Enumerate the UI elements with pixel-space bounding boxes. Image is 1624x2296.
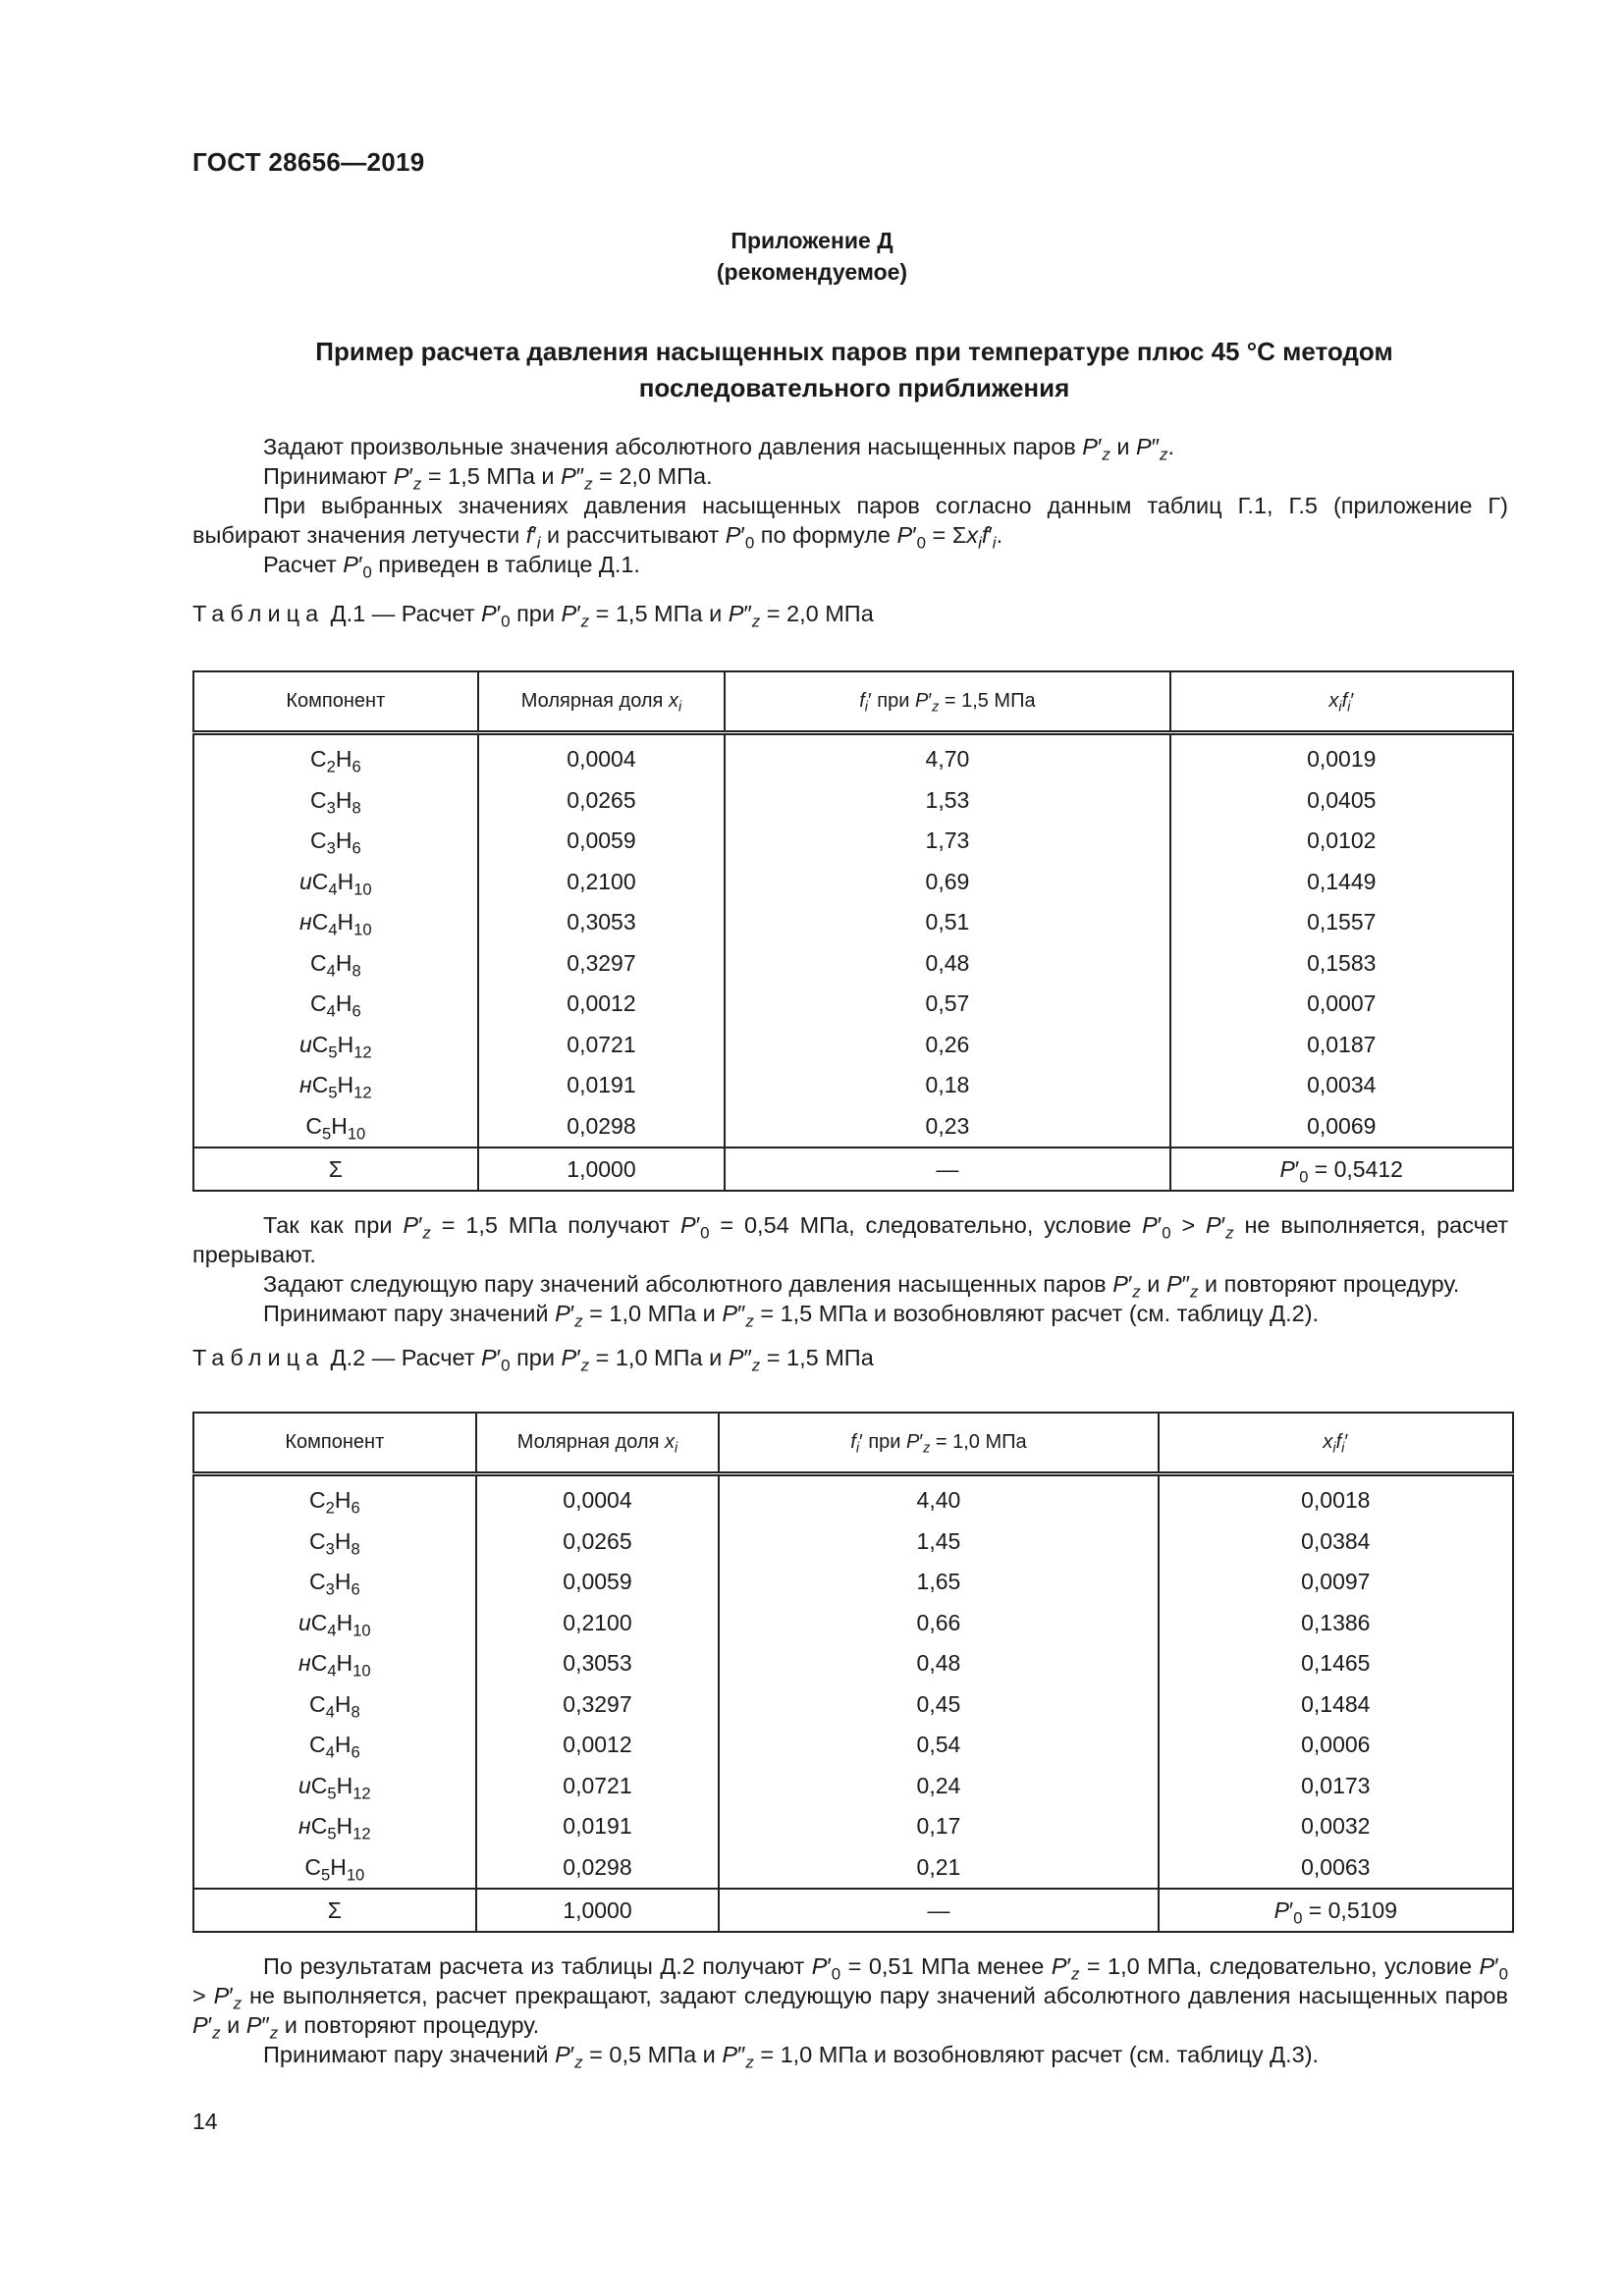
product-cell: 0,0069	[1170, 1106, 1513, 1148]
molar-fraction-cell: 0,0298	[476, 1847, 720, 1890]
table2-body	[193, 1474, 1513, 1933]
molar-fraction-cell: 0,0012	[478, 984, 726, 1025]
component-cell: $C_5H_{10}$	[193, 1106, 478, 1148]
table-row	[193, 862, 1513, 903]
fugacity-cell: 0,18	[725, 1065, 1169, 1106]
title-line-2: последовательного приближения	[638, 373, 1070, 402]
intro-paragraph-1: Задают произвольные значения абсолютного давления насыщенных паров $P'_z$ и $P''_z$.	[263, 434, 1175, 464]
table-row	[193, 1847, 1513, 1890]
total-row	[193, 1889, 1513, 1932]
table1-header-fugacity: $f_i'$ при $P'_z = 1,5$ МПа	[725, 671, 1169, 733]
product-cell: 0,0019	[1170, 733, 1513, 780]
molar-fraction-cell: 0,0004	[478, 733, 726, 780]
product-cell: 0,0173	[1159, 1766, 1513, 1807]
fugacity-cell: 0,23	[725, 1106, 1169, 1148]
total-fugacity-cell: —	[725, 1148, 1169, 1191]
table2-header-fugacity: $f_i'$ при $P'_z = 1,0$ МПа	[719, 1413, 1158, 1474]
table2-header-xf: $x_if_i'$	[1159, 1413, 1513, 1474]
sum-symbol-cell: Σ	[193, 1148, 478, 1191]
component-cell: $C_4H_6$	[193, 984, 478, 1025]
table-row	[193, 1725, 1513, 1766]
table-row	[193, 1806, 1513, 1847]
molar-fraction-cell: 0,3053	[478, 902, 726, 943]
product-cell: 0,0187	[1170, 1025, 1513, 1066]
component-cell: $иC_4H_{10}$	[193, 1603, 476, 1644]
component-cell: $нC_5H_{12}$	[193, 1806, 476, 1847]
component-cell: $нC_4H_{10}$	[193, 902, 478, 943]
component-cell: $иC_4H_{10}$	[193, 862, 478, 903]
document-standard-number: ГОСТ 28656—2019	[192, 147, 425, 177]
middle-text	[192, 1210, 1509, 1331]
component-cell: $нC_4H_{10}$	[193, 1643, 476, 1684]
fugacity-cell: 0,48	[725, 943, 1169, 985]
total-fugacity-cell: —	[719, 1889, 1158, 1932]
total-molar-fraction-cell: 1,0000	[476, 1889, 720, 1932]
product-cell: 0,0063	[1159, 1847, 1513, 1890]
appendix-label: Приложение Д	[731, 228, 893, 253]
fugacity-cell: 0,54	[719, 1725, 1158, 1766]
fugacity-cell: 0,48	[719, 1643, 1158, 1684]
molar-fraction-cell: 0,0012	[476, 1725, 720, 1766]
page-title	[216, 334, 1492, 406]
fugacity-cell: 0,24	[719, 1766, 1158, 1807]
product-cell: 0,0405	[1170, 780, 1513, 822]
table-row	[193, 1065, 1513, 1106]
component-cell: $иC_5H_{12}$	[193, 1766, 476, 1807]
product-cell: 0,1386	[1159, 1603, 1513, 1644]
molar-fraction-cell: 0,3297	[478, 943, 726, 985]
fugacity-cell: 1,53	[725, 780, 1169, 822]
fugacity-cell: 4,70	[725, 733, 1169, 780]
appendix-status: (рекомендуемое)	[716, 259, 908, 285]
product-cell: 0,0102	[1170, 821, 1513, 862]
molar-fraction-cell: 0,0059	[478, 821, 726, 862]
product-cell: 0,0384	[1159, 1522, 1513, 1563]
component-cell: $C_3H_6$	[193, 1562, 476, 1603]
intro-paragraph-3: При выбранных значениях давления насыщенных паров согласно данным таблиц Г.1, Г.5 (приложение Г) выбирают значения летучести $f'_i$ и рассчитывают $P'_0$ по формуле $P'_0 = \Sigma x_if'_i$.	[192, 493, 1508, 553]
middle-paragraph-3: Принимают пару значений $P'_z = 1,0$ МПа и $P''_z = 1,5$ МПа и возобновляют расчет (см. таблицу Д.2).	[263, 1301, 1320, 1331]
table-row	[193, 1025, 1513, 1066]
fugacity-cell: 0,26	[725, 1025, 1169, 1066]
title-line-1: Пример расчета давления насыщенных паров при температуре плюс 45 °C методом	[315, 337, 1393, 366]
fugacity-cell: 0,21	[719, 1847, 1158, 1890]
molar-fraction-cell: 0,0721	[478, 1025, 726, 1066]
molar-fraction-cell: 0,0191	[478, 1065, 726, 1106]
table-row	[193, 1766, 1513, 1807]
table1	[192, 670, 1514, 1192]
product-cell: 0,0006	[1159, 1725, 1513, 1766]
product-cell: 0,1484	[1159, 1684, 1513, 1726]
molar-fraction-cell: 0,0265	[478, 780, 726, 822]
total-product-cell: $P'_0 = 0,5109$	[1159, 1889, 1513, 1932]
product-cell: 0,1557	[1170, 902, 1513, 943]
middle-paragraph-2: Задают следующую пару значений абсолютного давления насыщенных паров $P'_z$ и $P''_z$ и повторяют процедуру.	[263, 1271, 1460, 1302]
component-cell: $нC_5H_{12}$	[193, 1065, 478, 1106]
molar-fraction-cell: 0,3053	[476, 1643, 720, 1684]
table-row	[193, 1522, 1513, 1563]
fugacity-cell: 1,45	[719, 1522, 1158, 1563]
table1-header-xf: $x_if_i'$	[1170, 671, 1513, 733]
table-row	[193, 902, 1513, 943]
table1-body	[193, 733, 1513, 1192]
table-row	[193, 1684, 1513, 1726]
table-row	[193, 1562, 1513, 1603]
molar-fraction-cell: 0,2100	[476, 1603, 720, 1644]
table2-header-component: Компонент	[193, 1413, 476, 1474]
table1-header-molar: Молярная доля $x_i$	[478, 671, 726, 733]
component-cell: $C_4H_8$	[193, 1684, 476, 1726]
total-row	[193, 1148, 1513, 1191]
component-cell: $C_4H_8$	[193, 943, 478, 985]
intro-paragraph-4: Расчет $P'_0$ приведен в таблице Д.1.	[263, 552, 640, 582]
molar-fraction-cell: 0,0721	[476, 1766, 720, 1807]
molar-fraction-cell: 0,3297	[476, 1684, 720, 1726]
product-cell: 0,1583	[1170, 943, 1513, 985]
total-molar-fraction-cell: 1,0000	[478, 1148, 726, 1191]
table-row	[193, 821, 1513, 862]
fugacity-cell: 0,69	[725, 862, 1169, 903]
molar-fraction-cell: 0,2100	[478, 862, 726, 903]
fugacity-cell: 1,73	[725, 821, 1169, 862]
fugacity-cell: 0,45	[719, 1684, 1158, 1726]
component-cell: $C_4H_6$	[193, 1725, 476, 1766]
table-row	[193, 1106, 1513, 1148]
table2	[192, 1412, 1514, 1933]
closing-paragraph-1: По результатам расчета из таблицы Д.2 получают $P'_0 = 0,51$ МПа менее $P'_z = 1,0$ МПа, следовательно, условие $P'_0 > P'_z$ не выполняется, расчет прекращают, задают следующую пару значений абсолютного давления насыщенных паров $P'_z$ и $P''_z$ и повторяют процедуру.	[192, 1953, 1508, 2043]
closing-paragraph-2: Принимают пару значений $P'_z = 0,5$ МПа и $P''_z = 1,0$ МПа и возобновляют расчет (см. таблицу Д.3).	[263, 2042, 1320, 2072]
fugacity-cell: 0,66	[719, 1603, 1158, 1644]
table-row	[193, 1643, 1513, 1684]
product-cell: 0,0034	[1170, 1065, 1513, 1106]
table2-caption: Таблица Д.2 — Расчет $P'_0$ при $P'_z = 1,0$ МПа и $P''_z = 1,5$ МПа	[192, 1345, 874, 1375]
table2-header-row	[193, 1413, 1513, 1474]
table1-header-row	[193, 671, 1513, 733]
intro-text	[192, 432, 1508, 582]
table-row	[193, 780, 1513, 822]
fugacity-cell: 0,57	[725, 984, 1169, 1025]
sum-symbol-cell: Σ	[193, 1889, 476, 1932]
table-row	[193, 984, 1513, 1025]
component-cell: $иC_5H_{12}$	[193, 1025, 478, 1066]
table-row	[193, 1603, 1513, 1644]
table-row	[193, 733, 1513, 780]
intro-paragraph-2: Принимают $P'_z = 1,5$ МПа и $P''_z = 2,0$ МПа.	[263, 463, 713, 494]
component-cell: $C_5H_{10}$	[193, 1847, 476, 1890]
table2-header-molar: Молярная доля $x_i$	[476, 1413, 720, 1474]
product-cell: 0,0007	[1170, 984, 1513, 1025]
fugacity-cell: 1,65	[719, 1562, 1158, 1603]
page-number: 14	[192, 2109, 218, 2134]
fugacity-cell: 0,17	[719, 1806, 1158, 1847]
molar-fraction-cell: 0,0265	[476, 1522, 720, 1563]
component-cell: $C_2H_6$	[193, 1474, 476, 1522]
closing-text	[192, 1951, 1508, 2072]
product-cell: 0,0032	[1159, 1806, 1513, 1847]
product-cell: 0,0097	[1159, 1562, 1513, 1603]
fugacity-cell: 4,40	[719, 1474, 1158, 1522]
table-row	[193, 943, 1513, 985]
component-cell: $C_3H_8$	[193, 1522, 476, 1563]
component-cell: $C_3H_8$	[193, 780, 478, 822]
molar-fraction-cell: 0,0298	[478, 1106, 726, 1148]
table1-header-component: Компонент	[193, 671, 478, 733]
middle-paragraph-1: Так как при $P'_z = 1,5$ МПа получают $P'_0 = 0,54$ МПа, следовательно, условие $P'_0 > P'_z$ не выполняется, расчет прерывают.	[192, 1212, 1509, 1267]
molar-fraction-cell: 0,0191	[476, 1806, 720, 1847]
total-product-cell: $P'_0 = 0,5412$	[1170, 1148, 1513, 1191]
molar-fraction-cell: 0,0059	[476, 1562, 720, 1603]
product-cell: 0,1449	[1170, 862, 1513, 903]
product-cell: 0,1465	[1159, 1643, 1513, 1684]
component-cell: $C_2H_6$	[193, 733, 478, 780]
product-cell: 0,0018	[1159, 1474, 1513, 1522]
table-row	[193, 1474, 1513, 1522]
fugacity-cell: 0,51	[725, 902, 1169, 943]
component-cell: $C_3H_6$	[193, 821, 478, 862]
molar-fraction-cell: 0,0004	[476, 1474, 720, 1522]
table1-caption: Таблица Д.1 — Расчет $P'_0$ при $P'_z = 1,5$ МПа и $P''_z = 2,0$ МПа	[192, 601, 874, 631]
